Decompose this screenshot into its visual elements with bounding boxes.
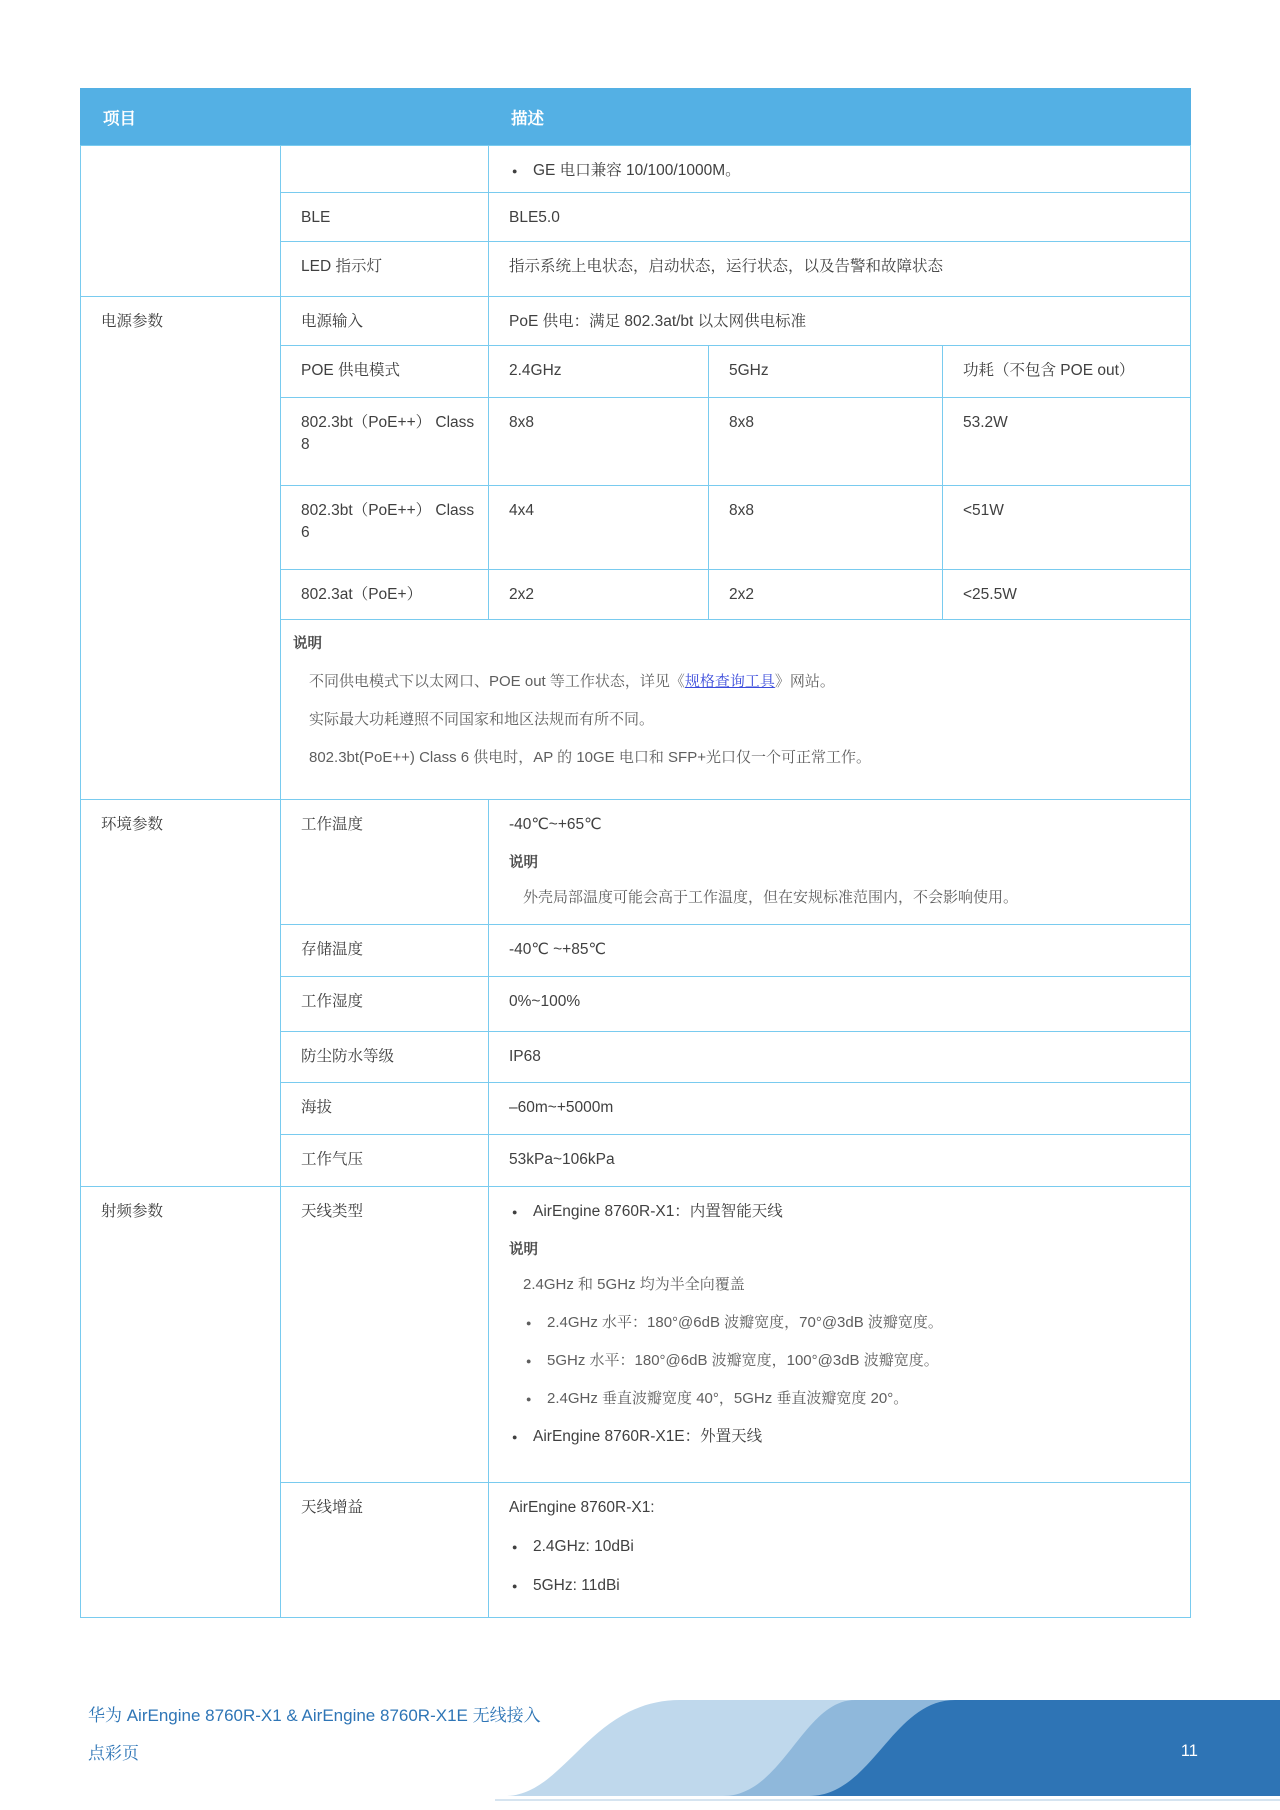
altitude-value: –60m~+5000m [489,1083,1191,1135]
table-row [81,297,1191,346]
table-row [81,146,1191,193]
group-rf: 射频参数 [81,1187,281,1618]
footer-baseline [495,1799,1280,1801]
poe-at-label: 802.3at（PoE+） [281,570,489,620]
poe-at-power: <25.5W [943,570,1191,620]
poe-at-24ghz: 2x2 [489,570,709,620]
note-heading: 说明 [509,1242,538,1258]
note-line: 802.3bt(PoE++) Class 6 供电时，AP 的 10GE 电口和 SFP+光口仅一个可正常工作。 [309,749,871,766]
ip-rating-label: 防尘防水等级 [281,1032,489,1083]
poe-mode-24ghz: 2.4GHz [489,346,709,398]
storage-temp-label: 存储温度 [281,925,489,977]
table-row [81,800,1191,925]
led-label: LED 指示灯 [281,242,489,297]
led-desc: 指示系统上电状态，启动状态，运行状态，以及告警和故障状态 [489,242,1191,297]
note-line1-pre: 不同供电模式下以太网口、POE out 等工作状态，详见《 [309,673,685,690]
humidity-label: 工作湿度 [281,977,489,1032]
poe-class8-5ghz: 8x8 [709,398,943,486]
bullet-item: ● AirEngine 8760R-X1：内置智能天线 [509,1201,1178,1223]
poe-mode-label: POE 供电模式 [281,346,489,398]
bullet-item: ● 2.4GHz 垂直波瓣宽度 40°，5GHz 垂直波瓣宽度 20°。 [523,1388,1178,1409]
pressure-value: 53kPa~106kPa [489,1135,1191,1187]
empty-cell [81,146,281,297]
bullet-item: ● 5GHz 水平：180°@6dB 波瓣宽度，100°@3dB 波瓣宽度。 [523,1350,1178,1371]
bullet-item: ● 2.4GHz: 10dBi [509,1536,1178,1558]
poe-class8-label: 802.3bt（PoE++） Class 8 [281,398,489,486]
note-heading: 说明 [293,636,322,652]
ble-desc: BLE5.0 [489,193,1191,242]
poe-class6-5ghz: 8x8 [709,486,943,570]
table-header-row [81,89,1191,146]
ble-label: BLE [281,193,489,242]
antenna-gain-cell [489,1483,1191,1618]
antenna-gain-intro: AirEngine 8760R-X1: [509,1499,655,1516]
empty-cell [281,146,489,193]
humidity-value: 0%~100% [489,977,1191,1032]
bullet-item: ● AirEngine 8760R-X1E：外置天线 [509,1426,1178,1448]
footer-wave-graphic [495,1700,1280,1796]
bullet-item: ● 5GHz: 11dBi [509,1575,1178,1597]
note-line1-post: 》网站。 [774,673,835,690]
note-line: 外壳局部温度可能会高于工作温度，但在安规标准范围内，不会影响使用。 [523,889,1019,906]
ge-desc: GE 电口兼容 10/100/1000M。 [533,162,741,179]
group-env: 环境参数 [81,800,281,1187]
group-power: 电源参数 [81,297,281,800]
storage-temp-value: -40℃ ~+85℃ [489,925,1191,977]
spec-query-tool-link[interactable]: 规格查询工具 [684,673,775,690]
power-input-label: 电源输入 [281,297,489,346]
footer-title-line1: 华为 AirEngine 8760R-X1 & AirEngine 8760R-X1E 无线接入 [88,1706,541,1725]
ip-rating-value: IP68 [489,1032,1191,1083]
power-note-cell [281,620,1191,800]
altitude-label: 海拔 [281,1083,489,1135]
antenna-gain-label: 天线增益 [281,1483,489,1618]
page-number: 11 [1180,1742,1198,1760]
spec-table [80,88,1191,1618]
antenna-type-cell [489,1187,1191,1483]
note-heading: 说明 [509,855,538,871]
ge-desc-cell [489,146,1191,193]
work-temp-cell [489,800,1191,925]
bullet-item: ● 2.4GHz 水平：180°@6dB 波瓣宽度，70°@3dB 波瓣宽度。 [523,1312,1178,1333]
poe-class8-24ghz: 8x8 [489,398,709,486]
note-line: 2.4GHz 和 5GHz 均为半全向覆盖 [523,1276,745,1293]
poe-mode-power: 功耗（不包含 POE out） [943,346,1191,398]
antenna-type-label: 天线类型 [281,1187,489,1483]
column-header-item: 项目 [81,89,489,146]
poe-class6-power: <51W [943,486,1191,570]
poe-mode-5ghz: 5GHz [709,346,943,398]
poe-class8-power: 53.2W [943,398,1191,486]
table-row [81,1187,1191,1483]
column-header-desc: 描述 [489,89,1191,146]
note-line [309,671,1178,692]
poe-class6-24ghz: 4x4 [489,486,709,570]
footer-title-line2: 点彩页 [88,1744,139,1763]
bullet-item [509,160,1178,182]
work-temp-label: 工作温度 [281,800,489,925]
pressure-label: 工作气压 [281,1135,489,1187]
poe-class6-label: 802.3bt（PoE++） Class 6 [281,486,489,570]
note-line: 实际最大功耗遵照不同国家和地区法规而有所不同。 [309,711,655,728]
power-input-desc: PoE 供电：满足 802.3at/bt 以太网供电标准 [489,297,1191,346]
work-temp-value: -40℃~+65℃ [509,816,602,833]
poe-at-5ghz: 2x2 [709,570,943,620]
